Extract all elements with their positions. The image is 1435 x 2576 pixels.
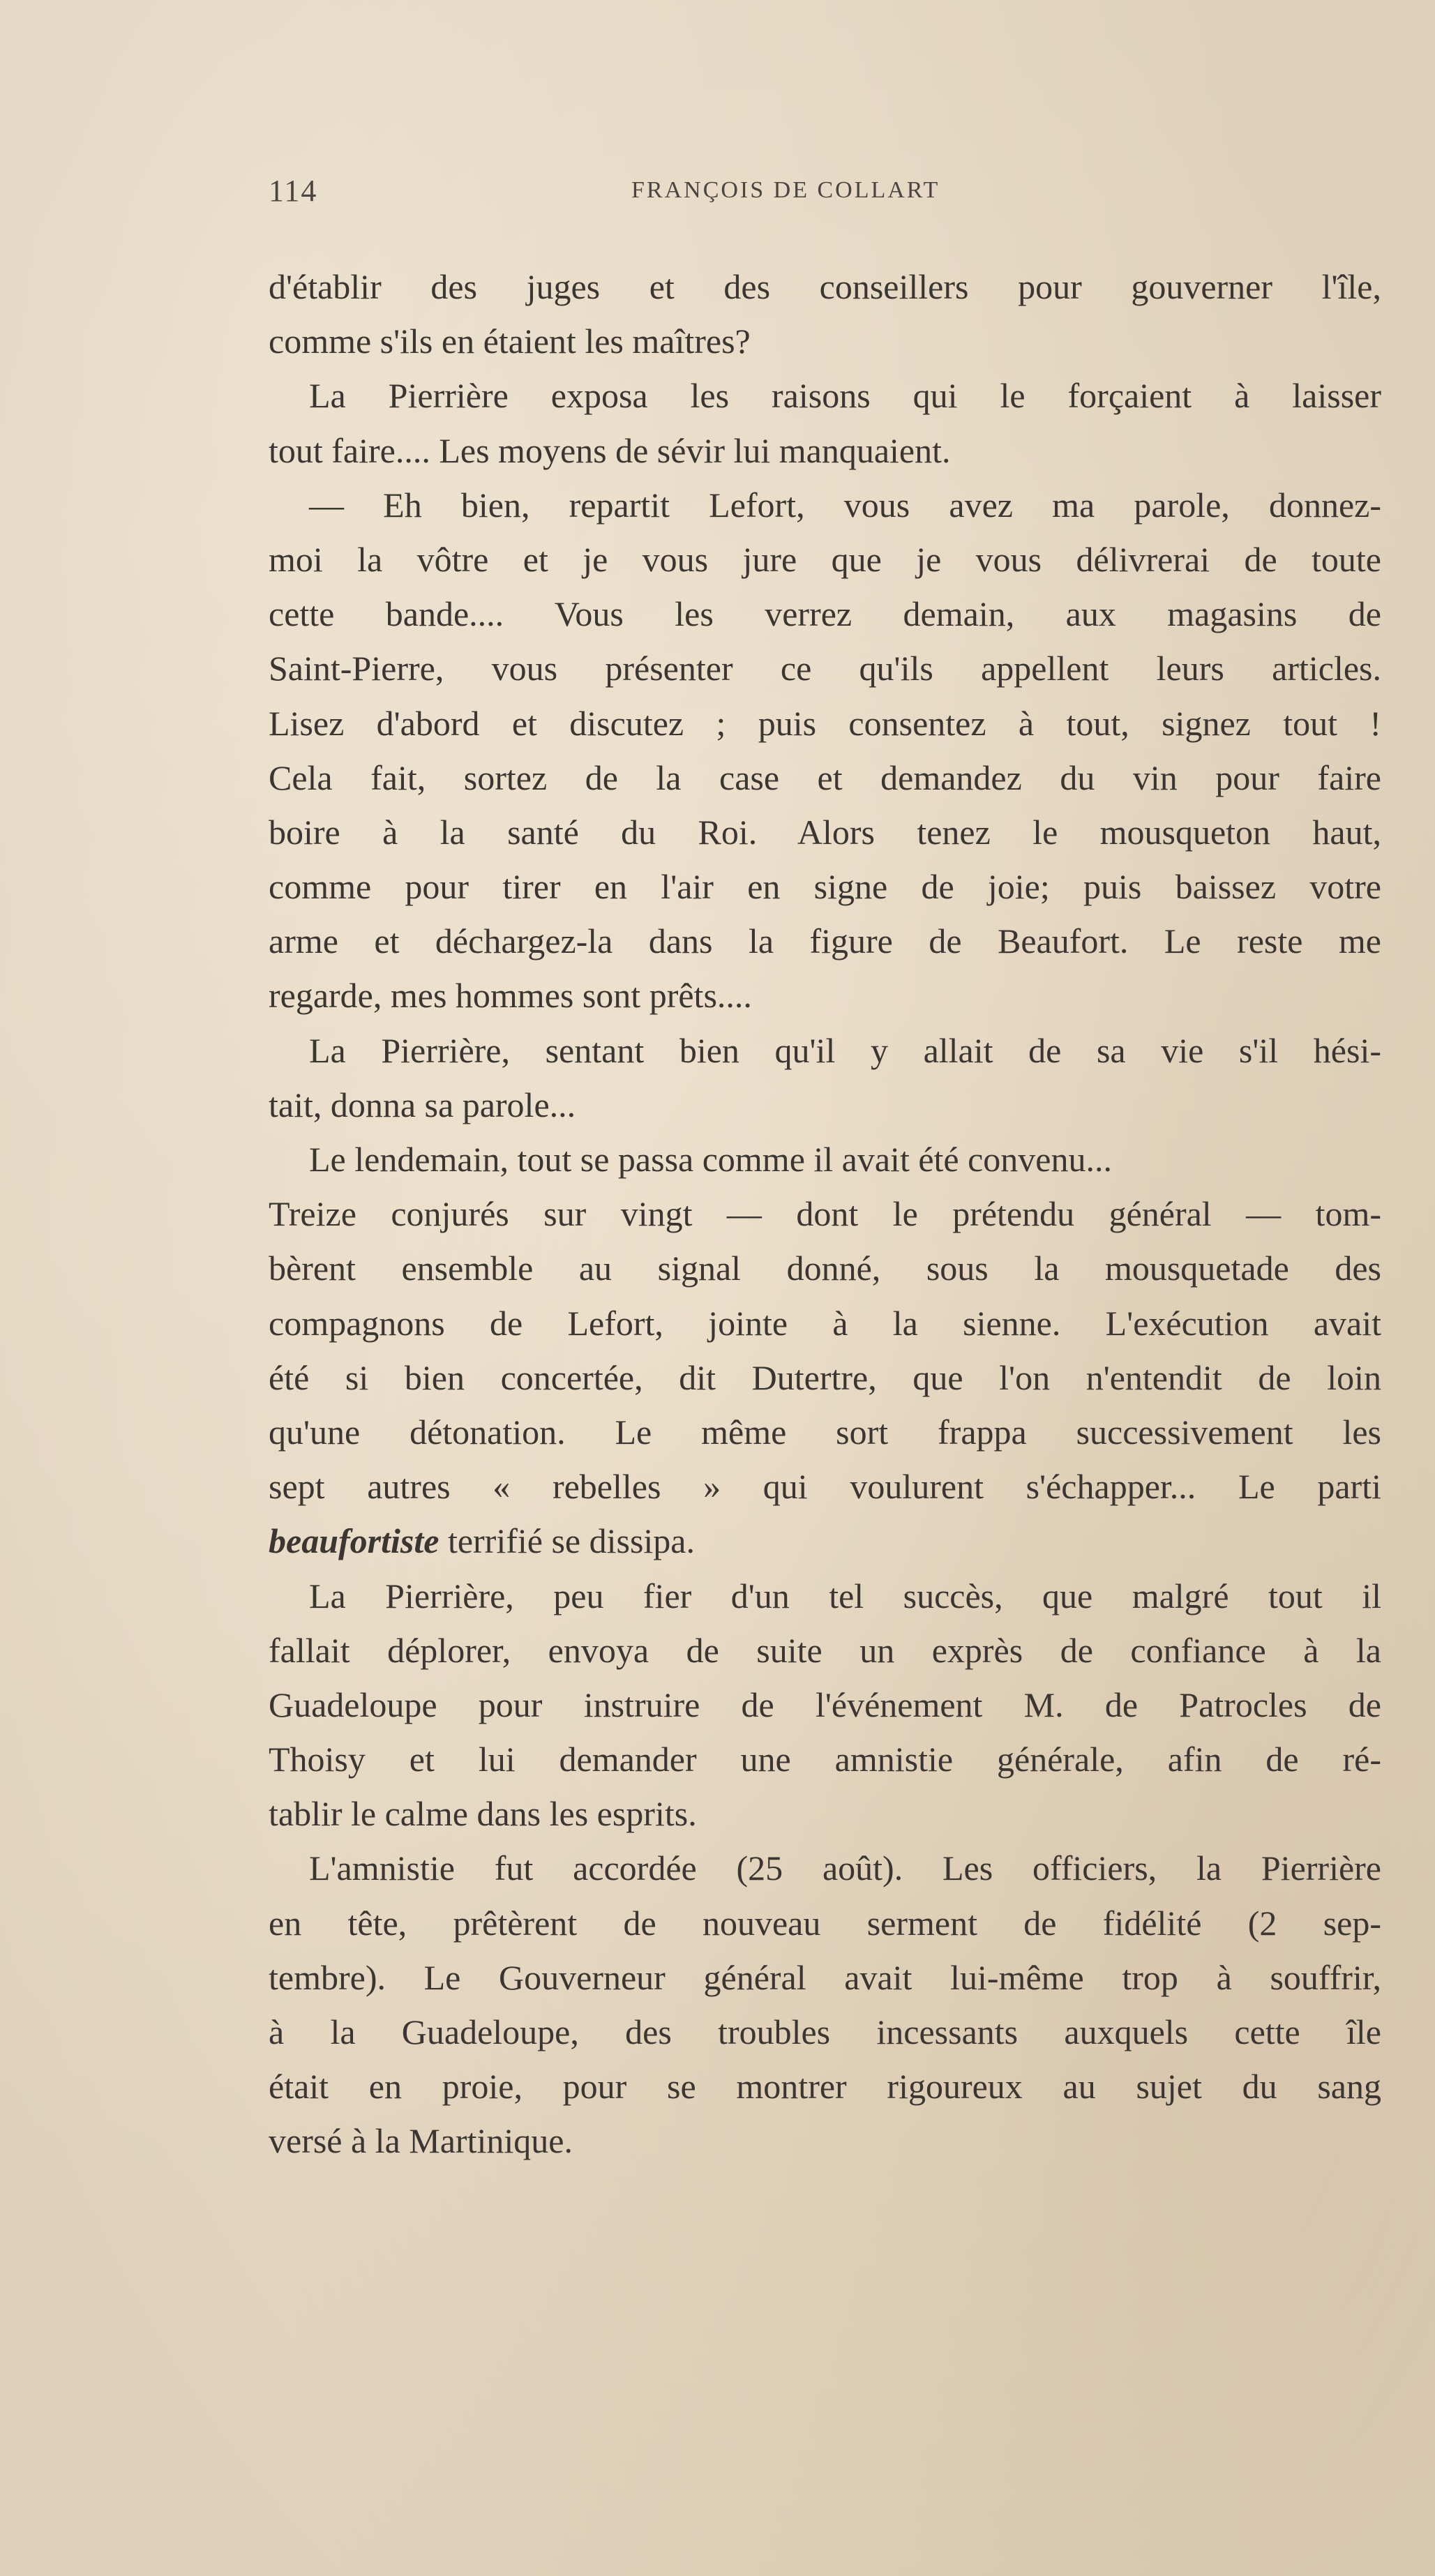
text-line: été si bien concertée, dit Dutertre, que l'on n'entendit de loin <box>269 1357 1381 1397</box>
text-line: tout faire.... Les moyens de sévir lui manquaient. <box>269 430 951 470</box>
text-line: moi la vôtre et je vous jure que je vous délivrerai de toute <box>269 539 1381 579</box>
body-text <box>269 259 1381 2169</box>
text-line: comme s'ils en étaient les maîtres? <box>269 322 751 361</box>
text-line: en tête, prêtèrent de nouveau serment de fidélité (2 sep- <box>269 1903 1381 1943</box>
text-line: tait, donna sa parole... <box>269 1085 576 1124</box>
text-line: bèrent ensemble au signal donné, sous la mousquetade des <box>269 1249 1381 1288</box>
page-number: 114 <box>269 174 318 208</box>
text-line: — Eh bien, repartit Lefort, vous avez ma parole, donnez- <box>309 485 1381 525</box>
page-header <box>269 173 1046 215</box>
text-line: qu'une détonation. Le même sort frappa successivement les <box>269 1412 1381 1452</box>
text-line: Lisez d'abord et discutez ; puis consentez à tout, signez tout ! <box>269 703 1381 743</box>
text-line: d'établir des juges et des conseillers pour gouverner l'île, <box>269 267 1381 306</box>
text-line: Le lendemain, tout se passa comme il avait été convenu... <box>309 1140 1113 1179</box>
running-title: FRANÇOIS DE COLLART <box>631 177 940 203</box>
italic-word: beaufortiste <box>269 1521 439 1561</box>
text-line: tembre). Le Gouverneur général avait lui-même trop à souffrir, <box>269 1957 1381 1997</box>
text-line: Saint-Pierre, vous présenter ce qu'ils appellent leurs articles. <box>269 649 1381 688</box>
text-line: fallait déplorer, envoya de suite un exprès de confiance à la <box>269 1630 1381 1670</box>
text-line: L'amnistie fut accordée (25 août). Les officiers, la Pierrière <box>309 1848 1381 1888</box>
text-line: Thoisy et lui demander une amnistie générale, afin de ré- <box>269 1740 1381 1779</box>
text-line: sept autres « rebelles » qui voulurent s'échapper... Le parti <box>269 1467 1381 1507</box>
text-line: comme pour tirer en l'air en signe de joie; puis baissez votre <box>269 867 1381 907</box>
text-line: Treize conjurés sur vingt — dont le prétendu général — tom- <box>269 1194 1381 1234</box>
text-line: Guadeloupe pour instruire de l'événement M. de Patrocles de <box>269 1685 1381 1724</box>
text-line: arme et déchargez-la dans la figure de Beaufort. Le reste me <box>269 921 1381 961</box>
text-line: tablir le calme dans les esprits. <box>269 1794 697 1834</box>
text-line-with-italic <box>269 1514 1381 1568</box>
text-line-remainder: terrifié se dissipa. <box>447 1521 695 1561</box>
text-line: La Pierrière exposa les raisons qui le forçaient à laisser <box>309 376 1381 416</box>
text-line: boire à la santé du Roi. Alors tenez le mousqueton haut, <box>269 812 1381 852</box>
text-line: cette bande.... Vous les verrez demain, aux magasins de <box>269 594 1381 634</box>
text-line: à la Guadeloupe, des troubles incessants auxquels cette île <box>269 2012 1381 2051</box>
text-line: Cela fait, sortez de la case et demandez du vin pour faire <box>269 758 1381 797</box>
text-line: compagnons de Lefort, jointe à la sienne. L'exécution avait <box>269 1303 1381 1343</box>
text-line: La Pierrière, sentant bien qu'il y allait de sa vie s'il hési- <box>309 1030 1381 1070</box>
text-line: était en proie, pour se montrer rigoureux au sujet du sang <box>269 2067 1381 2107</box>
text-line: versé à la Martinique. <box>269 2121 573 2161</box>
text-line: La Pierrière, peu fier d'un tel succès, que malgré tout il <box>309 1576 1381 1615</box>
text-line: regarde, mes hommes sont prêts.... <box>269 976 752 1016</box>
